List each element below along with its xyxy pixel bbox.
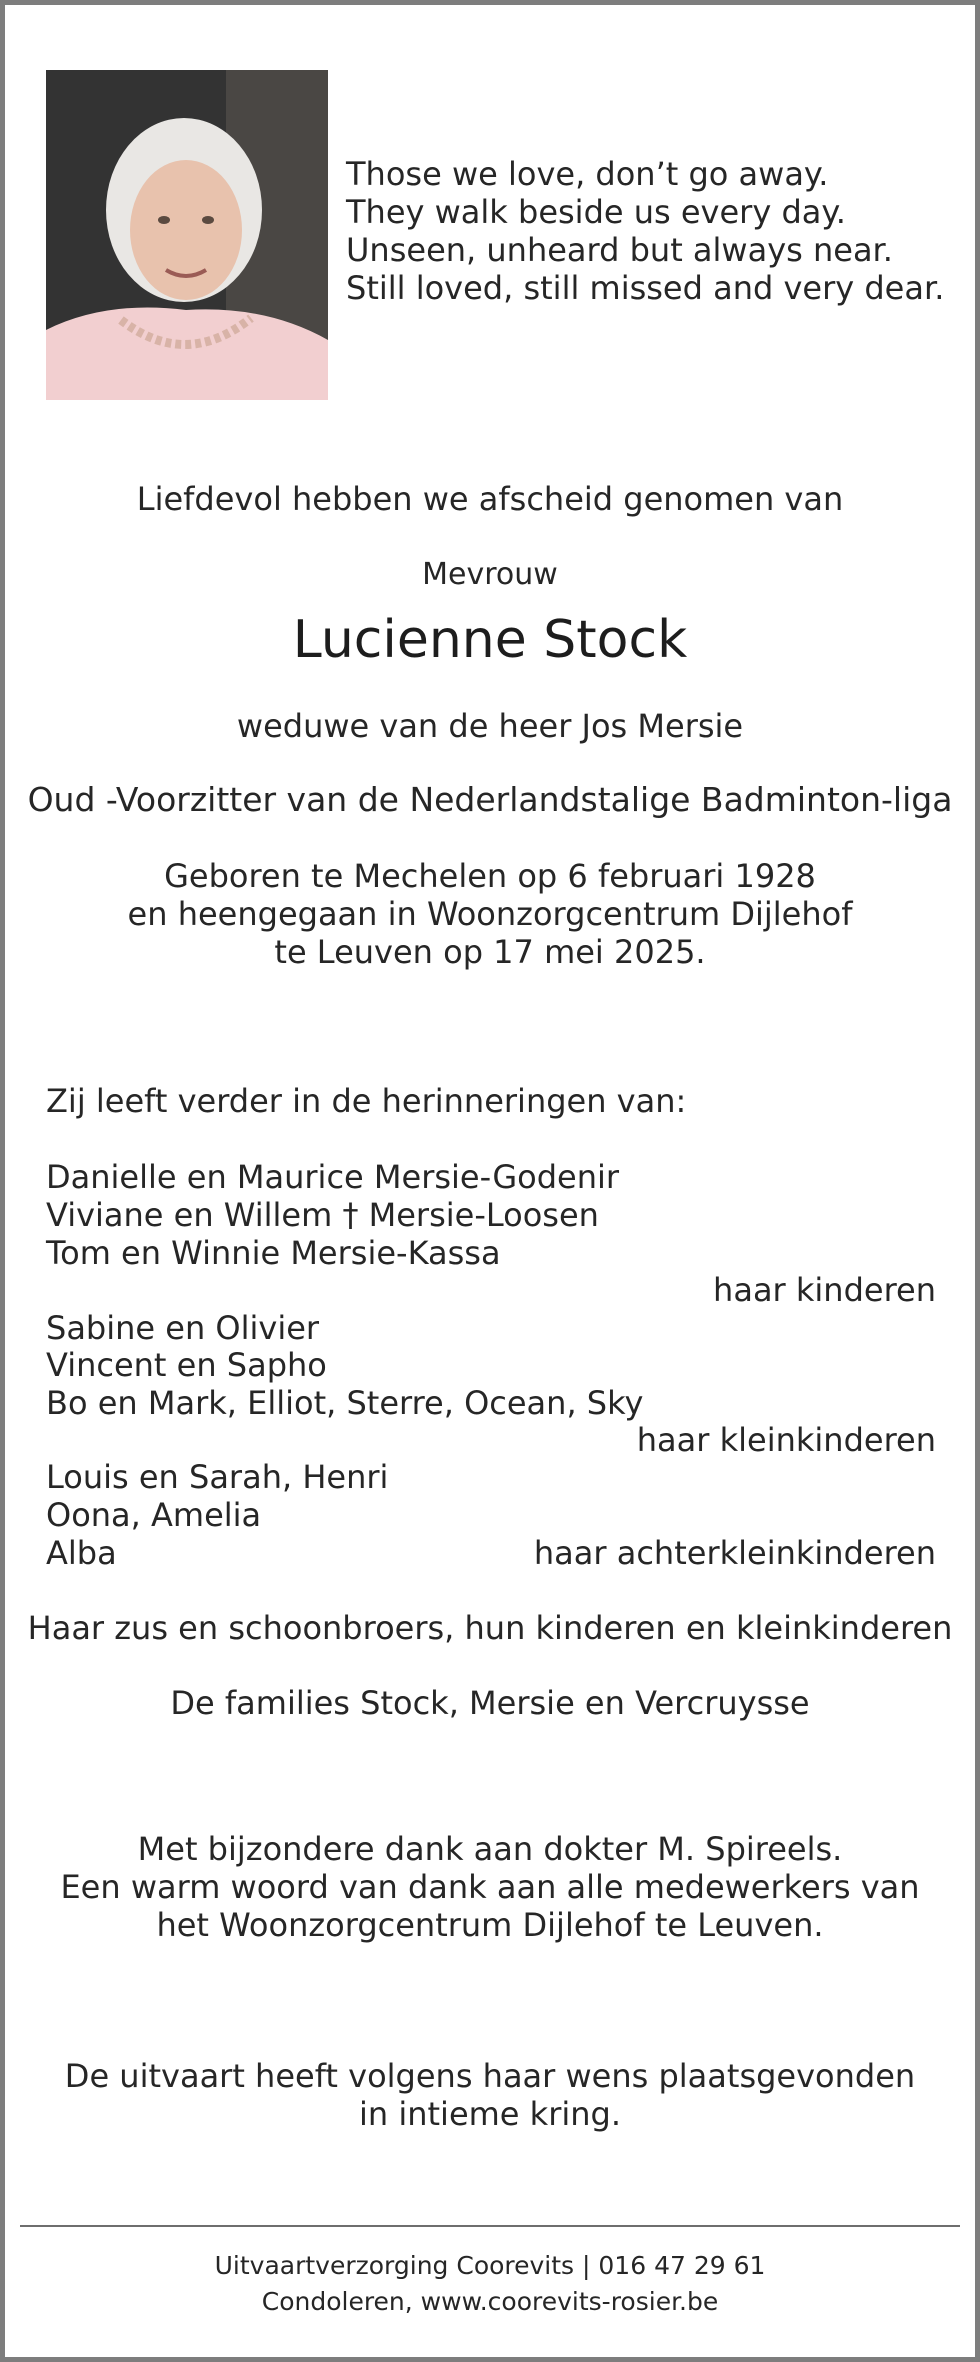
sister-text: Haar zus en schoonbroers, hun kinderen en kleinkinderen — [27, 1609, 953, 1647]
great-grandchildren-name: Oona, Amelia — [46, 1496, 262, 1534]
families-text: De families Stock, Mersie en Vercruysse — [170, 1684, 810, 1722]
thanks-line: Met bijzondere dank aan dokter M. Spireels. — [137, 1830, 843, 1868]
intro-text: Liefdevol hebben we afscheid genomen van — [136, 480, 844, 518]
poem-line: They walk beside us every day. — [346, 193, 846, 231]
funeral-home-contact: Uitvaartverzorging Coorevits | 016 47 29 61 — [214, 2251, 766, 2280]
children-name: Danielle en Maurice Mersie-Godenir — [46, 1158, 620, 1196]
poem — [346, 155, 946, 307]
children-name: Tom en Winnie Mersie-Kassa — [46, 1234, 501, 1272]
great-grandchildren-name: Alba — [46, 1534, 117, 1572]
footer — [0, 2248, 980, 2320]
portrait-illustration — [46, 70, 328, 400]
thanks-line: het Woonzorgcentrum Dijlehof te Leuven. — [156, 1906, 824, 1944]
birth-line: Geboren te Mechelen op 6 februari 1928 — [164, 857, 816, 895]
children-label: haar kinderen — [713, 1271, 936, 1309]
grandchildren-name: Sabine en Olivier — [46, 1309, 320, 1347]
great-grandchildren-label: haar achterkleinkinderen — [533, 1534, 936, 1572]
thanks-text — [0, 1830, 980, 1944]
great-grandchildren-name: Louis en Sarah, Henri — [46, 1458, 389, 1496]
thanks-line: Een warm woord van dank aan alle medewerkers van — [60, 1868, 920, 1906]
deceased-name: Lucienne Stock — [292, 610, 688, 670]
poem-line: Still loved, still missed and very dear. — [346, 269, 945, 307]
children-name: Viviane en Willem † Mersie-Loosen — [46, 1196, 599, 1234]
portrait-photo — [46, 70, 328, 400]
memories-intro: Zij leeft verder in de herinneringen van: — [46, 1082, 687, 1120]
birth-line: te Leuven op 17 mei 2025. — [274, 933, 706, 971]
funeral-text — [0, 2057, 980, 2133]
grandchildren-name: Vincent en Sapho — [46, 1346, 327, 1384]
condolence-link[interactable]: Condoleren, www.coorevits-rosier.be — [261, 2287, 719, 2316]
grandchildren-name: Bo en Mark, Elliot, Sterre, Ocean, Sky — [46, 1384, 644, 1422]
poem-line: Those we love, don’t go away. — [346, 155, 829, 193]
funeral-line: in intieme kring. — [358, 2095, 621, 2133]
role-text: Oud -Voorzitter van de Nederlandstalige Badminton-liga — [27, 780, 953, 819]
grandchildren-label: haar kleinkinderen — [636, 1421, 936, 1459]
widow-text: weduwe van de heer Jos Mersie — [236, 707, 744, 745]
funeral-line: De uitvaart heeft volgens haar wens plaatsgevonden — [64, 2057, 916, 2095]
birth-line: en heengegaan in Woonzorgcentrum Dijlehof — [127, 895, 853, 933]
footer-divider — [20, 2225, 960, 2227]
poem-line: Unseen, unheard but always near. — [346, 231, 893, 269]
salutation: Mevrouw — [422, 557, 558, 592]
birth-death-text — [0, 857, 980, 971]
